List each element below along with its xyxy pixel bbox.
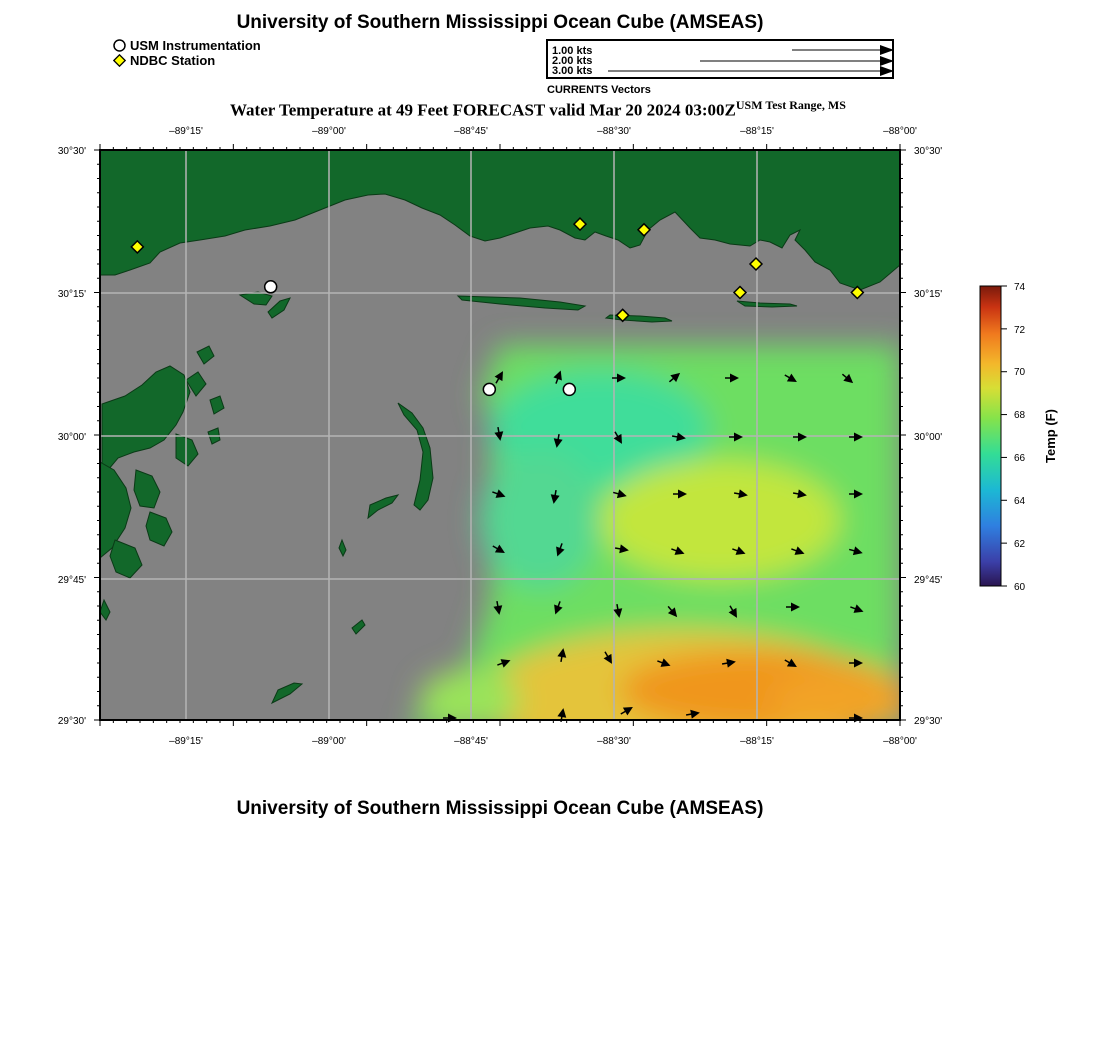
vector-legend-caption: CURRENTS Vectors xyxy=(547,84,651,96)
vector-label-2: 2.00 kts xyxy=(552,55,593,67)
region-label: USM Test Range, MS xyxy=(735,98,846,112)
lon-tick-bottom-3: –88°30' xyxy=(597,736,631,747)
lon-tick-bottom-5: –88°00' xyxy=(883,736,917,747)
colorbar-tick-68: 68 xyxy=(1014,410,1026,421)
colorbar-scale xyxy=(980,286,1001,586)
vector-label-3: 3.00 kts xyxy=(552,65,593,77)
lon-tick-bottom-2: –88°45' xyxy=(454,736,488,747)
lat-tick-right-3: 29°45' xyxy=(914,575,943,586)
colorbar-tick-64: 64 xyxy=(1014,496,1026,507)
lat-tick-left-0: 30°30' xyxy=(57,146,86,157)
ndbc-legend-label: NDBC Station xyxy=(130,53,216,68)
lon-tick-top-2: –88°45' xyxy=(454,126,488,137)
lat-tick-right-2: 30°00' xyxy=(914,432,943,443)
lon-tick-top-4: –88°15' xyxy=(740,126,774,137)
lon-tick-top-0: –89°15' xyxy=(169,126,203,137)
usm-station-marker xyxy=(483,383,495,395)
lon-tick-bottom-0: –89°15' xyxy=(169,736,203,747)
footer-title: University of Southern Mississippi Ocean Cube (AMSEAS) xyxy=(236,798,764,819)
lon-tick-top-3: –88°30' xyxy=(597,126,631,137)
colorbar xyxy=(960,270,1070,600)
colorbar-tick-72: 72 xyxy=(1014,325,1026,336)
colorbar-tick-60: 60 xyxy=(1014,582,1026,593)
lat-tick-left-3: 29°45' xyxy=(57,575,86,586)
colorbar-tick-62: 62 xyxy=(1014,539,1026,550)
lat-tick-left-4: 29°30' xyxy=(57,716,86,727)
lat-tick-right-1: 30°15' xyxy=(914,289,943,300)
lat-tick-left-2: 30°00' xyxy=(57,432,86,443)
lon-tick-top-5: –88°00' xyxy=(883,126,917,137)
usm-station-marker xyxy=(563,383,575,395)
lon-tick-top-1: –89°00' xyxy=(312,126,346,137)
lon-tick-bottom-4: –88°15' xyxy=(740,736,774,747)
vector-label-1: 1.00 kts xyxy=(552,45,593,57)
lat-tick-right-0: 30°30' xyxy=(914,146,943,157)
lat-tick-left-1: 30°15' xyxy=(57,289,86,300)
lat-tick-right-4: 29°30' xyxy=(914,716,943,727)
page-title: University of Southern Mississippi Ocean Cube (AMSEAS) xyxy=(236,12,764,33)
colorbar-tick-66: 66 xyxy=(1014,453,1026,464)
colorbar-title: Temp (F) xyxy=(1043,409,1058,463)
colorbar-tick-74: 74 xyxy=(1014,282,1026,293)
lon-tick-bottom-1: –89°00' xyxy=(312,736,346,747)
usm-legend-label: USM Instrumentation xyxy=(130,38,261,53)
usm-station-marker xyxy=(265,281,277,293)
map-subtitle-text: Water Temperature at 49 Feet FORECAST valid Mar 20 2024 03:00Z xyxy=(230,100,736,120)
colorbar-tick-70: 70 xyxy=(1014,367,1026,378)
